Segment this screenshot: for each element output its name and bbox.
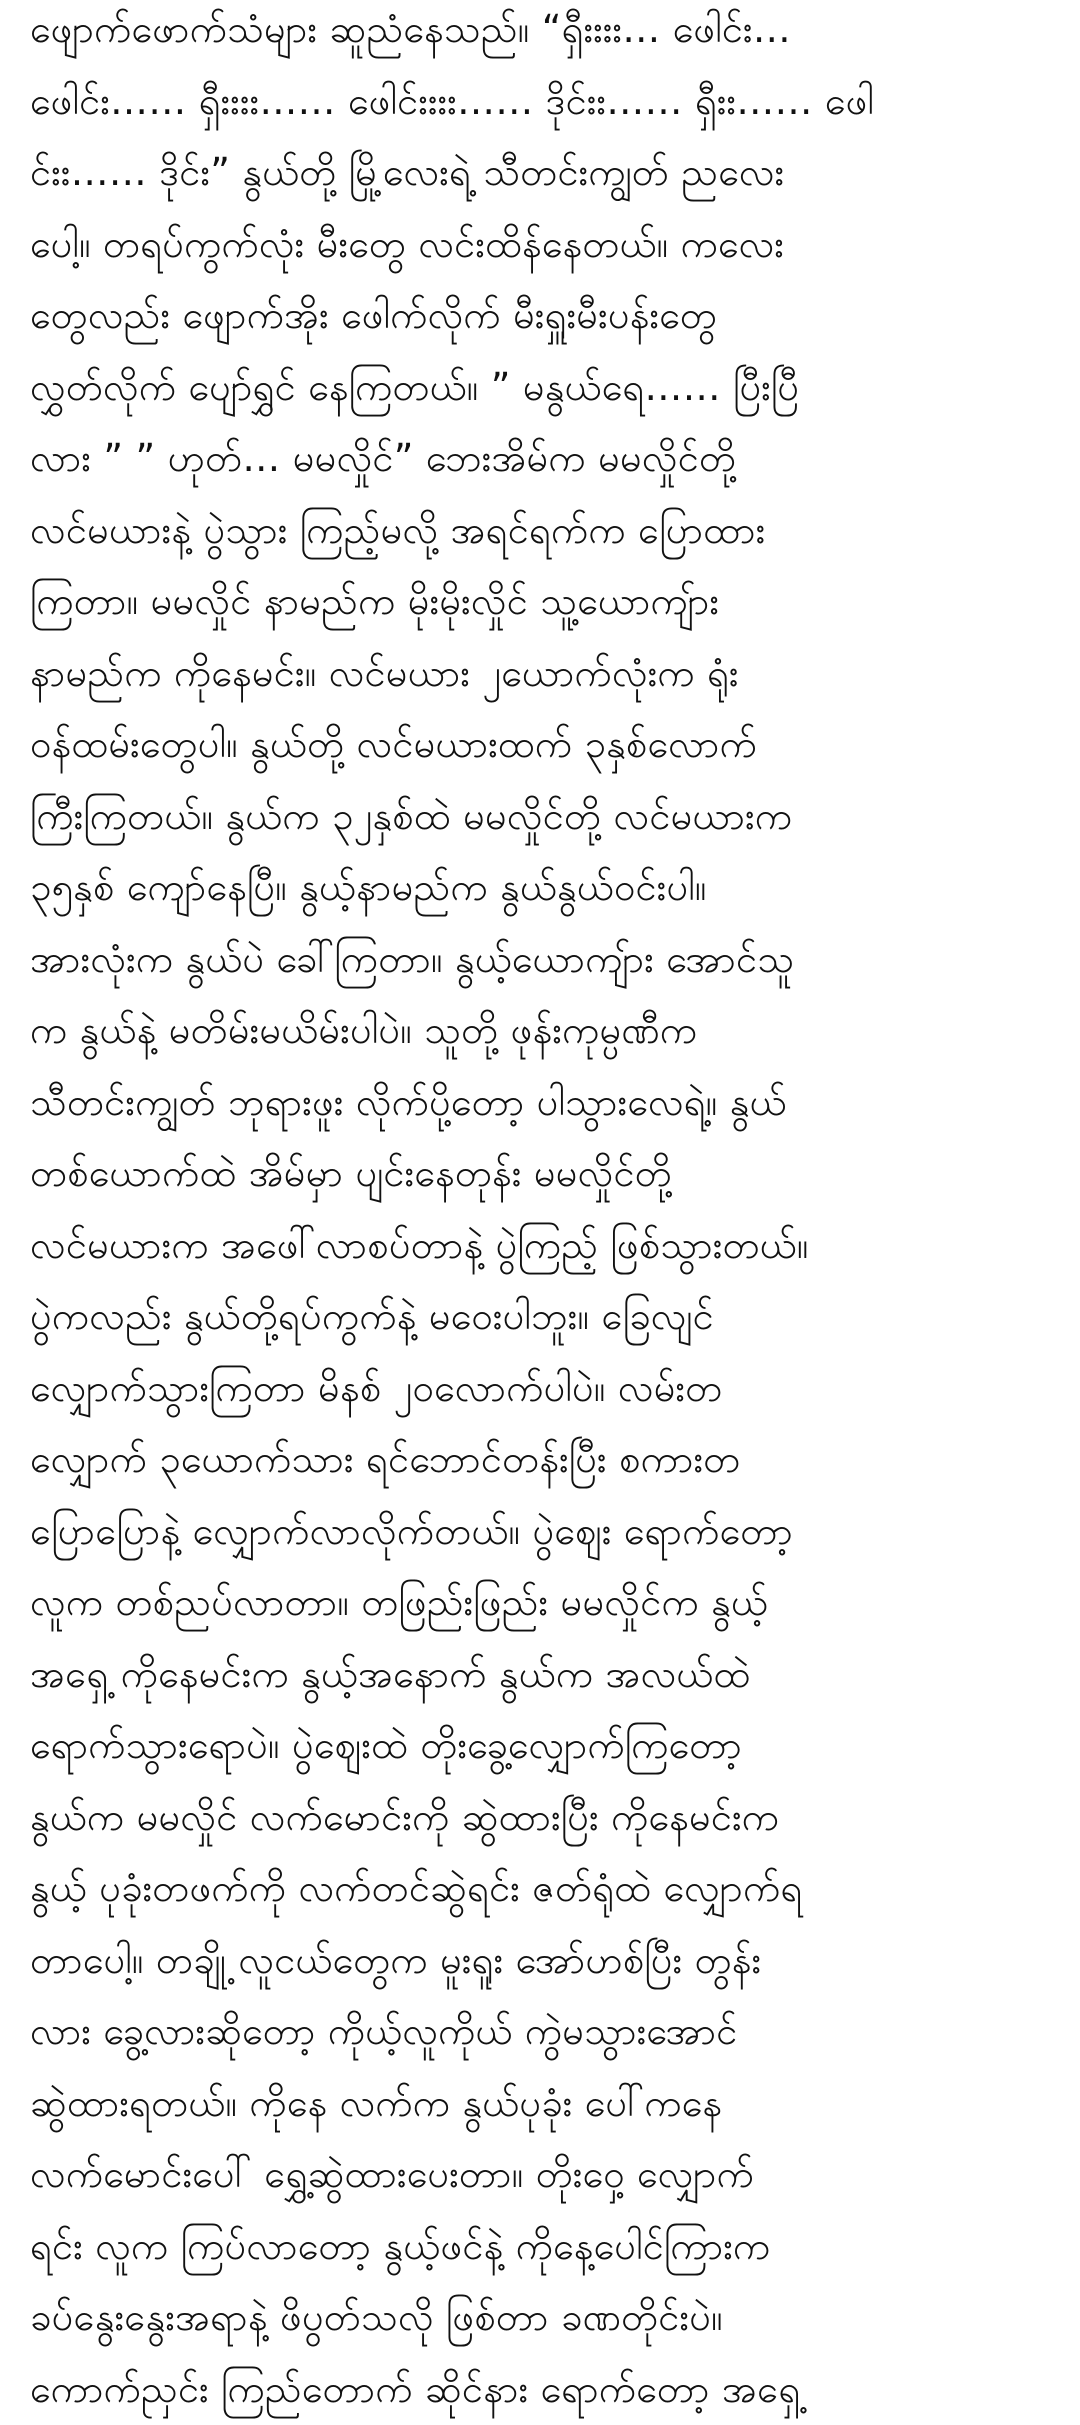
text-line: သီတင်းကျွတ် ဘုရားဖူး လိုက်ပို့တော့ ပါသွားလေရဲ့။ နွယ် [30,1067,1060,1139]
text-line: ၃၅နှစ် ကျော်နေပြီ။ နွယ့်နာမည်က နွယ်နွယ်ဝင်းပါ။ [30,852,1060,924]
text-line: ပေါ့။ တရပ်ကွက်လုံး မီးတွေ လင်းထိန်နေတယ်။ ကလေး [30,209,1060,281]
text-line: နွယ့် ပုခုံးတဖက်ကို လက်တင်ဆွဲရင်း ဇတ်ရုံထဲ လျှောက်ရ [30,1853,1060,1925]
text-line: ရောက်သွားရောပဲ။ ပွဲဈေးထဲ တိုးခွေ့လျှောက်ကြတော့ [30,1710,1060,1782]
text-line: တစ်ယောက်ထဲ အိမ်မှာ ပျင်းနေတုန်း မမလှိုင်တို့ [30,1138,1060,1210]
story-text [30,0,1060,2425]
text-line: ကောက်ညှင်း ကြည်တောက် ဆိုင်နား ရောက်တော့ အရှေ့ [30,2354,1060,2425]
text-line: လျှောက် ၃ယောက်သား ရင်ဘောင်တန်းပြီး စကားတ [30,1424,1060,1496]
text-line: ရင်း လူက ကြပ်လာတော့ နွယ့်ဖင်နဲ့ ကိုနေ့ပေါင်ကြားက [30,2211,1060,2283]
text-line: ဆွဲထားရတယ်။ ကိုနေ လက်က နွယ်ပုခုံး ပေါ်ကနေ [30,2068,1060,2140]
text-line: ကြတာ။ မမလှိုင် နာမည်က မိုးမိုးလှိုင် သူ့ယောကျ်ား [30,566,1060,638]
text-line: ပွဲကလည်း နွယ်တို့ရပ်ကွက်နဲ့ မဝေးပါဘူး။ ခြေလျင် [30,1281,1060,1353]
text-line: အားလုံးက နွယ်ပဲ ခေါ်ကြတာ။ နွယ့်ယောကျ်ား အောင်သူ [30,924,1060,996]
text-line: ကြီးကြတယ်။ နွယ်က ၃၂နှစ်ထဲ မမလှိုင်တို့ လင်မယားက [30,781,1060,853]
text-line: လား ” ” ဟုတ်… မမလှိုင်” ဘေးအိမ်က မမလှိုင်တို့ [30,423,1060,495]
text-line: လက်မောင်းပေါ် ရွှေ့ဆွဲထားပေးတာ။ တိုးဝှေ့ လျှောက် [30,2139,1060,2211]
text-line: တွေလည်း ဖျောက်အိုး ဖေါက်လိုက် မီးရှူးမီးပန်းတွေ [30,280,1060,352]
text-line: လင်မယားနဲ့ ပွဲသွား ကြည့်မလို့ အရင်ရက်က ပြောထား [30,495,1060,567]
text-line: တာပေါ့။ တချို့ လူငယ်တွေက မူးရူး အော်ဟစ်ပြီး တွန်း [30,1925,1060,1997]
text-line: င်းး…… ဒိုင်း” နွယ်တို့ မြို့လေးရဲ့ သီတင်းကျွတ် ညလေး [30,137,1060,209]
text-line: လား ခွေ့လားဆိုတော့ ကိုယ့်လူကိုယ် ကွဲမသွားအောင် [30,1996,1060,2068]
text-line: က နွယ်နဲ့ မတိမ်းမယိမ်းပါပဲ။ သူတို့ ဖုန်းကုမ္ပဏီက [30,995,1060,1067]
text-line: နွယ်က မမလှိုင် လက်မောင်းကို ဆွဲထားပြီး ကိုနေမင်းက [30,1782,1060,1854]
text-line: ဖေါင်း…… ရှီးးးး…… ဖေါင်းးးး…… ဒိုင်းး…… ရှီးး…… ဖေါ [30,66,1060,138]
text-line: လွှတ်လိုက် ပျော်ရွှင် နေကြတယ်။ ” မနွယ်ရေ…… ပြီးပြီ [30,352,1060,424]
text-line: လင်မယားက အဖေါ်လာစပ်တာနဲ့ ပွဲကြည့် ဖြစ်သွားတယ်။ [30,1210,1060,1282]
text-line: ဖျောက်ဖောက်သံများ ဆူညံနေသည်။ “ရှီးးးး… ဖေါင်း… [30,0,1060,66]
text-line: လျှောက်သွားကြတာ မိနစ် ၂၀လောက်ပါပဲ။ လမ်းတ [30,1353,1060,1425]
text-line: လူက တစ်ညပ်လာတာ။ တဖြည်းဖြည်း မမလှိုင်က နွယ့် [30,1567,1060,1639]
text-line: အရှေ့ ကိုနေမင်းက နွယ့်အနောက် နွယ်က အလယ်ထဲ [30,1639,1060,1711]
text-line: ပြောပြောနဲ့ လျှောက်လာလိုက်တယ်။ ပွဲဈေး ရောက်တော့ [30,1496,1060,1568]
text-line: ခပ်နွေးနွေးအရာနဲ့ ဖိပွတ်သလို ဖြစ်တာ ခဏတိုင်းပဲ။ [30,2282,1060,2354]
text-line: နာမည်က ကိုနေမင်း။ လင်မယား ၂ယောက်လုံးက ရုံး [30,638,1060,710]
text-line: ဝန်ထမ်းတွေပါ။ နွယ်တို့ လင်မယားထက် ၃နှစ်လောက် [30,709,1060,781]
